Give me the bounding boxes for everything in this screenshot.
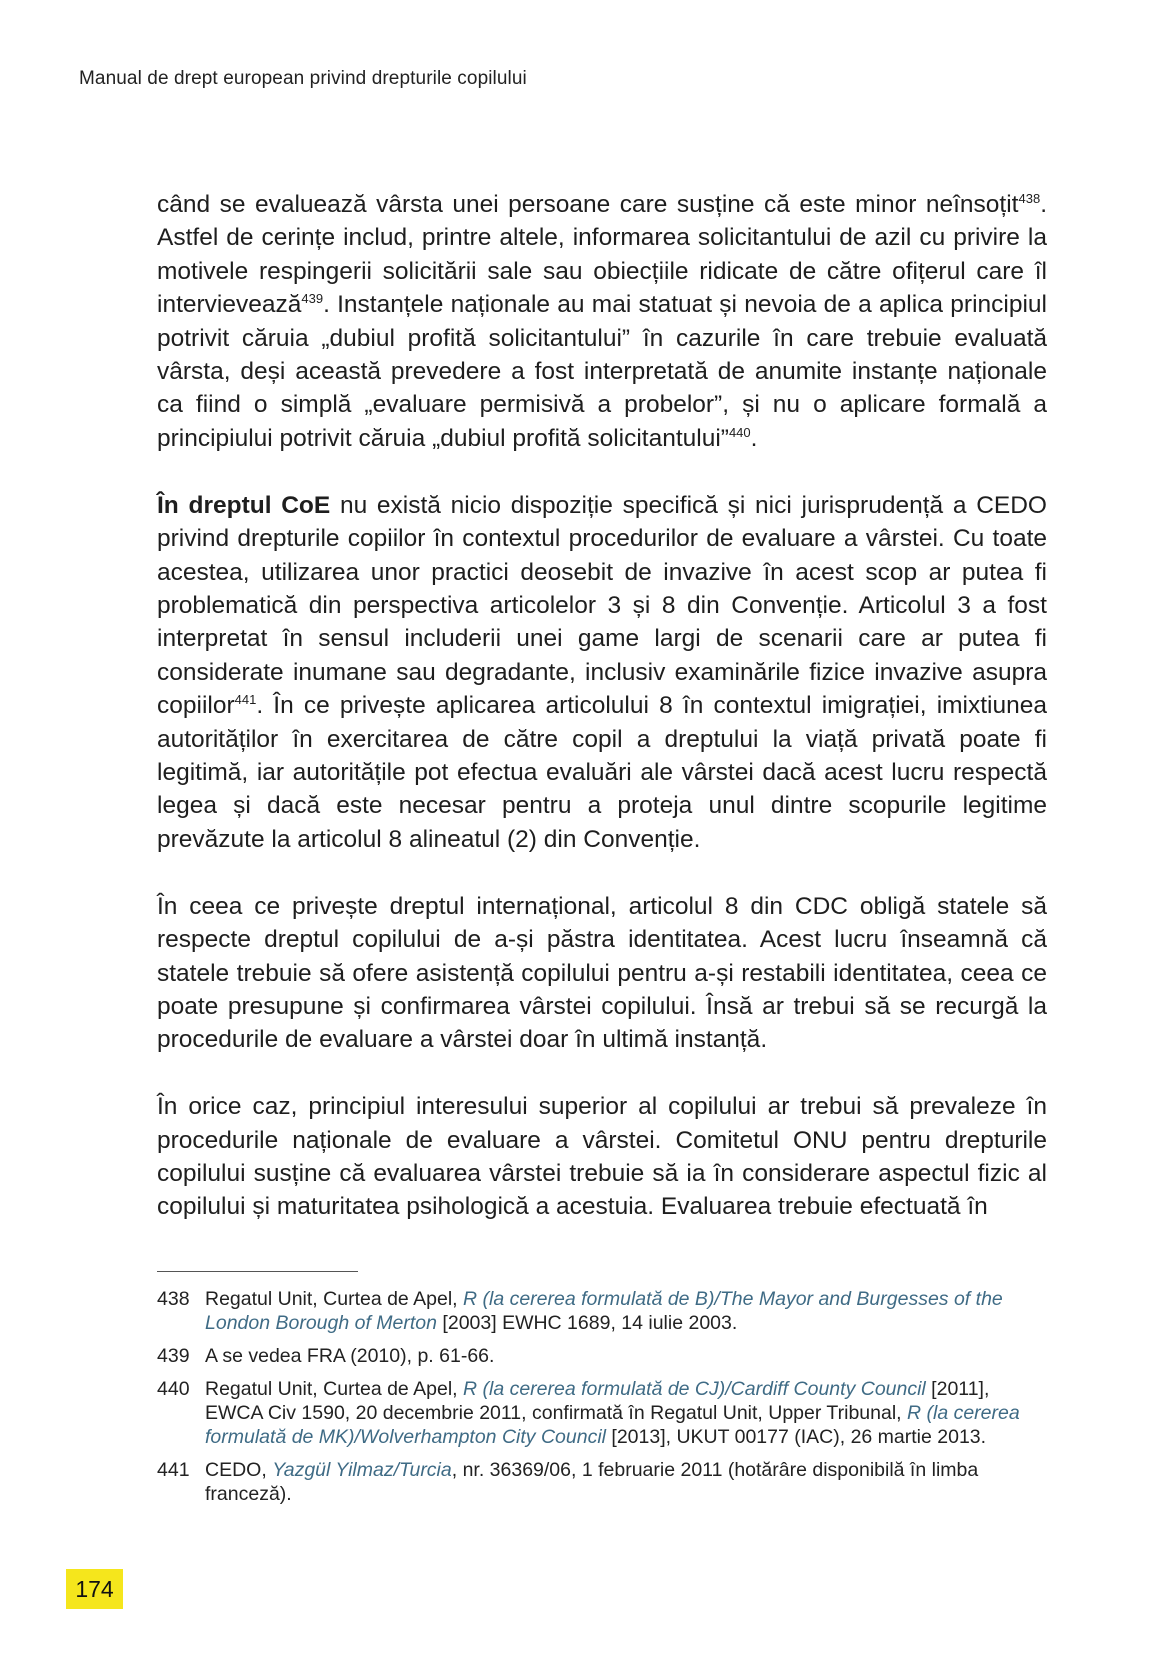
- footnote-text-part: [2013], UKUT 00177 (IAC), 26 martie 2013.: [605, 1426, 987, 1448]
- footnote-text-part: CEDO,: [205, 1459, 273, 1481]
- footnote-text-part: Regatul Unit, Curtea de Apel,: [205, 1288, 463, 1310]
- footnote-438: [157, 1287, 1047, 1335]
- footnote-number: 438: [157, 1288, 190, 1310]
- paragraph-1: [157, 188, 1047, 455]
- footnote-ref-440[interactable]: 440: [728, 424, 751, 440]
- footnotes: [157, 1287, 1047, 1515]
- footnote-text: [205, 1287, 1047, 1335]
- case-citation-link[interactable]: Yazgül Yilmaz/Turcia: [272, 1459, 452, 1481]
- paragraph-4: În orice caz, principiul interesului superior al copilului ar trebui să prevaleze în procedurile naționale de evaluare a vârstei. Comitetul ONU pentru drepturile copilului susține că evaluarea vârstei trebuie să ia în considerare aspectul fizic al copilului și maturitatea psihologică a acestuia. Evaluarea trebuie efectuată în: [157, 1093, 1047, 1221]
- running-header: Manual de drept european privind drepturile copilului: [79, 68, 527, 89]
- footnote-text: [205, 1458, 1047, 1506]
- paragraph-2-text-1: nu există nicio dispoziție specifică și nici jurisprudență a CEDO privind drepturile copiilor în contextul procedurilor de evaluare a vârstei. Cu toate acestea, utilizarea unor practici deosebit de invazive în acest scop ar putea fi problematică din perspectiva articolelor 3 și 8 din Convenție. Articolul 3 a fost interpretat în sensul includerii unei game largi de scenarii care ar putea fi considerate inumane sau degradante, inclusiv examinările fizice invazive asupra copiilor: [157, 491, 1047, 720]
- paragraph-1-text-4: .: [750, 424, 758, 452]
- footnote-number: 439: [157, 1345, 190, 1367]
- footnote-text-part: [2003] EWHC 1689, 14 iulie 2003.: [437, 1312, 738, 1334]
- footnote-text-part: Regatul Unit, Curtea de Apel,: [205, 1378, 463, 1400]
- footnote-divider: [157, 1271, 358, 1272]
- footnote-text: [205, 1377, 1047, 1449]
- paragraph-2: [157, 489, 1047, 856]
- footnote-text: A se vedea FRA (2010), p. 61-66.: [205, 1345, 495, 1367]
- footnote-text-part: , nr. 36369/06, 1 februarie 2011 (hotărâre disponibilă în limba franceză).: [205, 1459, 979, 1505]
- case-citation-link[interactable]: R (la cererea formulată de CJ)/Cardiff County Council: [463, 1378, 926, 1400]
- paragraph-2-text-2: . În ce privește aplicarea articolului 8 în contextul imigrației, imixtiunea autorităților în exercitarea de către copil a dreptului la viață privată poate fi legitimă, iar autoritățile pot efectua evaluări ale vârstei dacă acest lucru respectă legea și dacă este necesar pentru a proteja unul dintre scopurile legitime prevăzute la articolul 8 alineatul (2) din Convenție.: [157, 692, 1047, 853]
- paragraph-1-text-1: când se evaluează vârsta unei persoane care susține că este minor neînsoțit: [157, 191, 1019, 218]
- page-number: 174: [66, 1569, 123, 1609]
- footnote-440: [157, 1377, 1047, 1449]
- case-citation-link[interactable]: R (la cererea formulată de MK)/Wolverhampton City Council: [205, 1402, 1020, 1448]
- footnote-441: [157, 1458, 1047, 1506]
- paragraph-2-lead: În dreptul CoE: [157, 491, 331, 519]
- footnote-number: 440: [157, 1378, 190, 1400]
- paragraph-3: În ceea ce privește dreptul internațional, articolul 8 din CDC obligă statele să respecte dreptul copilului de a-și păstra identitatea. Acest lucru înseamnă că statele trebuie să ofere asistență copilului pentru a-și restabili identitatea, ceea ce poate presupune și confirmarea vârstei copilului. Însă ar trebui să se recurgă la procedurile de evaluare a vârstei doar în ultimă instanță.: [157, 892, 1047, 1054]
- footnote-ref-439[interactable]: 439: [301, 291, 324, 307]
- footnote-ref-438[interactable]: 438: [1018, 190, 1041, 206]
- main-text: [157, 188, 1047, 1224]
- footnote-439: [157, 1344, 1047, 1368]
- case-citation-link[interactable]: R (la cererea formulată de B)/The Mayor and Burgesses of the London Borough of Merton: [205, 1288, 1003, 1334]
- footnote-text-part: [2011], EWCA Civ 1590, 20 decembrie 2011, confirmată în Regatul Unit, Upper Tribunal,: [205, 1378, 990, 1424]
- paragraph-1-text-2: . Astfel de cerințe includ, printre altele, informarea solicitantului de azil cu privire la motivele respingerii solicitării sale sau obiecțiile ridicate de către ofițerul care îl intervievează: [157, 191, 1047, 319]
- footnote-number: 441: [157, 1459, 190, 1481]
- footnote-ref-441[interactable]: 441: [234, 692, 257, 708]
- paragraph-1-text-3: . Instanțele naționale au mai statuat și nevoia de a aplica principiul potrivit căruia „dubiul profită solicitantului” în cazurile în care trebuie evaluată vârsta, deși această prevedere a fost interpretată de anumite instanțe naționale ca fiind o simplă „evaluare permisivă a probelor”, și nu o aplicare formală a principiului potrivit căruia „dubiul profită solicitantului”: [157, 291, 1047, 452]
